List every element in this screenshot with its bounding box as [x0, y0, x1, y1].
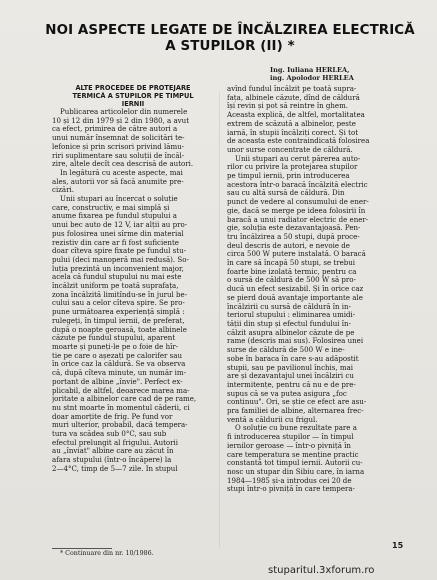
text-line: încălzit uniform pe toată suprafața, [52, 282, 179, 291]
text-line: pra familiei de albine, alternarea frec- [227, 407, 364, 416]
text-line: intermitențe, pentru că nu e de pre- [227, 380, 356, 389]
text-line: tie pe care o așezați pe calorifer sau [52, 351, 182, 360]
text-line: constantă tot timpul iernii. Autorii cu- [227, 459, 363, 468]
title-line-2: A STUPILOR (II) * [165, 39, 295, 54]
watermark: stuparitul.3xforum.ro [268, 565, 375, 576]
subheading-line-2: TERMICĂ A STUPILOR PE TIMPUL [72, 92, 194, 100]
text-line: punct de vedere al consumului de ener- [227, 198, 369, 207]
text-line: se pierd două avantaje importante ale [227, 293, 363, 302]
text-line: pune următoarea experiență simplă : [52, 308, 185, 317]
article-title [40, 23, 420, 55]
text-line: tru încălzirea a 50 stupi, după proce- [227, 232, 360, 241]
text-line: călzit asupra albinelor căzute de pe [227, 328, 355, 337]
text-line: unor surse concentrate de căldură. [227, 145, 353, 154]
page-number: 15 [392, 541, 404, 550]
text-line: că, după cîteva minute, un număr im- [52, 369, 186, 378]
text-line: unui număr însemnat de solicitări te- [52, 134, 185, 143]
text-line: care, constructiv, e mai simplă și [52, 203, 170, 212]
text-line: efectul prelungit al frigului. Autorii [52, 438, 179, 447]
text-line: afara stupului (într-o încăpere) la [52, 456, 172, 465]
text-line: ventă a căldurii cu frigul. [227, 415, 318, 424]
text-line: în orice caz la căldură. Se va observa [52, 360, 186, 369]
text-line: zire, altele decît cea descrisă de autori. [52, 160, 194, 169]
text-line: fi introducerea stupilor — în timpul [227, 433, 354, 442]
text-line: moarte și puneți-le pe o foie de hîr- [52, 342, 179, 351]
text-line: continuu". Ori, se știe ce efect are asu- [227, 398, 367, 407]
text-line: stupii, sau pe pavilionul închis, mai [227, 363, 354, 372]
text-line: anume fixarea pe fundul stupului a [52, 212, 177, 221]
text-line: căzute pe fundul stupului, aparent [52, 334, 176, 343]
left-body-text [52, 108, 214, 474]
footnote-rule [52, 548, 112, 549]
text-line: nu stnt moarte în momentul căderii, ci [52, 403, 190, 412]
text-line: zona încălzită limitîndu-se în jurul be- [52, 290, 188, 299]
text-line: încălzirii cu sursă de căldură în in- [227, 302, 351, 311]
text-line: rezistiv din care ar fi fost suficiente [52, 238, 179, 247]
text-line: baracă a unui radiator electric de ener- [227, 215, 369, 224]
text-line: Unii stupari au încercat o soluție [60, 195, 178, 204]
text-line: pului (deci manoperă mai redusă). So- [52, 255, 189, 264]
text-line: 1984—1985 și-a introdus cei 20 de [227, 476, 352, 485]
text-line: avînd fundul încălzit pe toată supra- [227, 85, 357, 93]
text-line: rilor cu privire la protejarea stupilor [227, 163, 358, 172]
text-line: nosc un stupar din Sibiu care, în iarna [227, 467, 365, 476]
text-line: acestora într-o baracă încălzită electric [227, 180, 368, 189]
text-line: acela că fundul stupului nu mai este [52, 273, 182, 282]
right-body-text [227, 85, 394, 494]
text-line: tura va scădea sub 0°C, sau sub [52, 430, 167, 439]
text-line: Aceasta explică, de altfel, mortalitatea [227, 111, 365, 120]
text-line: pe timpul iernii, prin introducerea [227, 172, 350, 181]
text-line: cizări. [52, 186, 74, 195]
title-line-1: NOI ASPECTE LEGATE DE ÎNCĂLZIREA ELECTRICĂ [45, 23, 415, 38]
text-line: extrem de scăzută a albinelor, peste [227, 119, 356, 128]
text-line: plicabil, de altfel, deoarece marea ma- [52, 386, 190, 395]
text-line: luția prezintă un inconvenient major, [52, 264, 184, 273]
text-line: ducă un efect sesizabil. Și în orice caz [227, 285, 364, 294]
text-line: riri suplimentare sau soluții de încăl- [52, 151, 185, 160]
text-line: portant de albine „învie". Perfect ex- [52, 377, 183, 386]
text-line: în care să încapă 50 stupi, se trebui [227, 259, 356, 268]
text-line: pus folosirea unei sîrme din material [52, 229, 184, 238]
text-line: după o noapte geroasă, toate albinele [52, 325, 187, 334]
text-line: muri ulterior, probabil, dacă tempera- [52, 421, 188, 430]
text-line: au „înviat" albine care au zăcut în [52, 447, 174, 456]
text-line: unui bec auto de 12 V, iar alții au pro- [52, 221, 188, 230]
text-line: își revin și pot să reintre în ghem. [227, 102, 349, 111]
subheading-line-1: ALTE PROCEDEE DE PROTEJARE [75, 84, 191, 92]
text-line: fața, albinele căzute, dînd de căldură [227, 93, 360, 102]
author-1: Ing. Iuliana HERLEA, [270, 66, 350, 74]
text-line: rame (descris mai sus). Folosirea unei [227, 337, 364, 346]
author-2: ing. Apolodor HERLEA [270, 74, 354, 82]
text-line: doar cîteva spire fixate pe fundul stu- [52, 247, 186, 256]
text-line: Unii stupari au cerut părerea auto- [235, 154, 361, 163]
text-line: are și dezavantajul unei încălziri cu [227, 372, 354, 381]
text-line: 2—4°C, timp de 5—7 zile. În stupul [52, 464, 178, 473]
text-line: tății din stup și efectul fundului în- [227, 319, 351, 328]
text-line: Publicarea articolelor din numerele [60, 108, 188, 116]
text-line: 10 și 12 din 1979 și 2 din 1980, a avut [52, 116, 190, 125]
text-line: În legătură cu aceste aspecte, mai [60, 168, 183, 177]
footnote: * Continuare din nr. 10/1986. [60, 550, 154, 557]
text-line: doar amorțite de frig. Pe fund vor [52, 412, 173, 421]
authors [270, 66, 420, 82]
text-line: stupi într-o pivniță în care tempera- [227, 485, 355, 494]
text-line: gie, dacă se merge pe ideea folosirii în [227, 206, 366, 215]
text-line: cului sau a celor cîteva spire. Se pro- [52, 299, 185, 308]
text-line: care temperatura se menține practic [227, 450, 359, 459]
text-line: surse de căldură de 500 W e ine- [227, 346, 345, 355]
text-line: foarte bine izolată termic, pentru ca [227, 267, 357, 276]
text-line: rulegeți, în timpul iernii, de preferat, [52, 316, 185, 325]
text-line: supus că se va putea asigura „foc [227, 389, 347, 398]
text-line: ales, autorii vor să facă anumite pre- [52, 177, 184, 186]
column-divider [219, 92, 220, 547]
text-line: O soluție cu bune rezultate pare a [235, 424, 357, 433]
text-line: de aceasta este contraindicată folosirea [227, 137, 370, 146]
subheading-line-3: IERNII [121, 100, 145, 108]
text-line: circa 500 W putere instalată. O baracă [227, 250, 366, 259]
text-line: deul descris de autori, e nevoie de [227, 241, 350, 250]
text-line: lefonice și prin scrisori privind lămu- [52, 142, 185, 151]
text-line: ca efect, primirea de către autori a [52, 125, 178, 134]
text-line: iarnă, în stupii încălziți corect. Și tot [227, 128, 359, 137]
text-line: joritate a albinelor care cad de pe rame, [52, 395, 197, 404]
left-column [52, 84, 214, 474]
right-column [227, 85, 394, 494]
text-line: sobe în baraca în care s-au adăpostit [227, 354, 359, 363]
text-line: gie, soluția este dezavantajoasă. Pen- [227, 224, 361, 233]
text-line: iernilor geroase — într-o pivniță în [227, 441, 351, 450]
section-subheading [52, 84, 214, 108]
text-line: o sursă de căldură de 500 W să pro- [227, 276, 356, 285]
text-line: teriorul stupului : eliminarea umidi- [227, 311, 356, 320]
text-line: sau cu altă sursă de căldură. Din [227, 189, 345, 198]
